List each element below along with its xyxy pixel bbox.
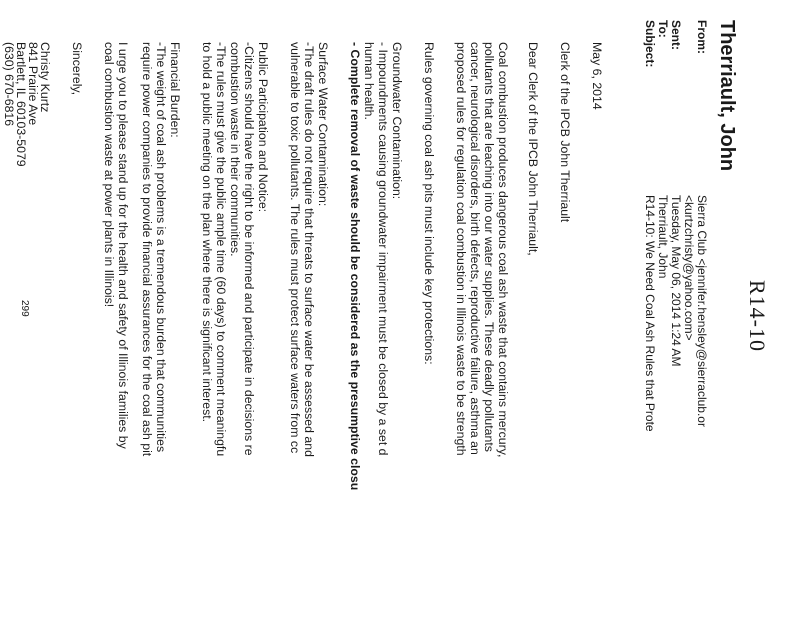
from-value: Sierra Club <jennifer.hensley@sierraclub.or <box>695 195 709 427</box>
public-participation-heading: Public Participation and Notice: <box>256 42 270 213</box>
page-number: 299 <box>19 300 30 317</box>
groundwater-heading: Groundwater Contamination: <box>390 42 404 200</box>
docket-number: R14-10 <box>745 280 770 352</box>
sender-name: Therriault, John <box>716 20 738 172</box>
groundwater-line: - Complete removal of waste should be considered as the presumptive closu <box>348 42 362 491</box>
financial-heading: Financial Burden: <box>168 42 182 138</box>
surface-water-line: vulnerable to toxic pollutants. The rules must protect surface waters from cc <box>288 42 302 454</box>
recipient: Clerk of the IPCB John Therriault <box>558 42 572 223</box>
sent-label: Sent: <box>669 20 683 50</box>
signature-city: Bartlett, IL 60103-5079 <box>14 42 28 167</box>
financial-line: require power companies to provide financial assurances for the coal ash pit <box>140 42 154 457</box>
signature-name: Christy Kurtz <box>38 42 52 113</box>
to-value: Therriault, John <box>656 195 670 279</box>
public-participation-line: -Citizens should have the right to be informed and participate in decisions re <box>242 42 256 456</box>
closing-request-line: coal combustion waste at power plants in Illinois! <box>102 42 116 308</box>
groundwater-line: human health. <box>362 42 376 120</box>
public-participation-line: -The rules must give the public ample time (60 days) to comment meaningfu <box>214 42 228 457</box>
closing-request-line: I urge you to please stand up for the health and safety of Illinois families by <box>116 42 130 449</box>
surface-water-heading: Surface Water Contamination: <box>316 42 330 207</box>
rules-intro: Rules governing coal ash pits must include key protections: <box>422 42 436 365</box>
intro-line: proposed rules for regulation coal combustion in Illinois waste to be strength <box>454 42 468 456</box>
intro-line: pollutants that are leaching into our water supplies. These deadly pollutants <box>482 42 496 452</box>
from-label: From: <box>695 20 709 54</box>
public-participation-line: combustion waste in their communities. <box>228 42 242 257</box>
subject-value: R14-10: We Need Coal Ash Rules that Prote <box>643 195 657 432</box>
letter-date: May 6, 2014 <box>590 42 604 110</box>
groundwater-line: - Impoundments causing groundwater impairment must be closed by a set d <box>376 42 390 456</box>
signature-phone: (630) 670-6816 <box>2 42 16 127</box>
public-participation-line: to hold a public meeting on the plan where there is significant interest. <box>200 42 214 423</box>
to-label: To: <box>656 20 670 38</box>
intro-line: Coal combustion produces dangerous coal ash waste that contains mercury, <box>496 42 510 458</box>
from-value-2: <kurtzchristy@yahoo.com> <box>682 195 696 341</box>
sent-value: Tuesday, May 06, 2014 1:24 AM <box>669 195 683 367</box>
surface-water-line: -The draft rules do not require that threats to surface water be assessed and <box>302 42 316 457</box>
salutation: Dear Clerk of the IPCB John Therriault, <box>526 42 540 256</box>
signature-street: 841 Prairie Ave <box>26 42 40 126</box>
intro-line: cancer, neurological disorders, birth defects, reproductive failure, asthma an <box>468 42 482 455</box>
subject-label: Subject: <box>643 20 657 68</box>
signoff: Sincerely, <box>70 42 84 96</box>
financial-line: -The weight of coal ash problems is a tremendous burden that communities <box>154 42 168 453</box>
